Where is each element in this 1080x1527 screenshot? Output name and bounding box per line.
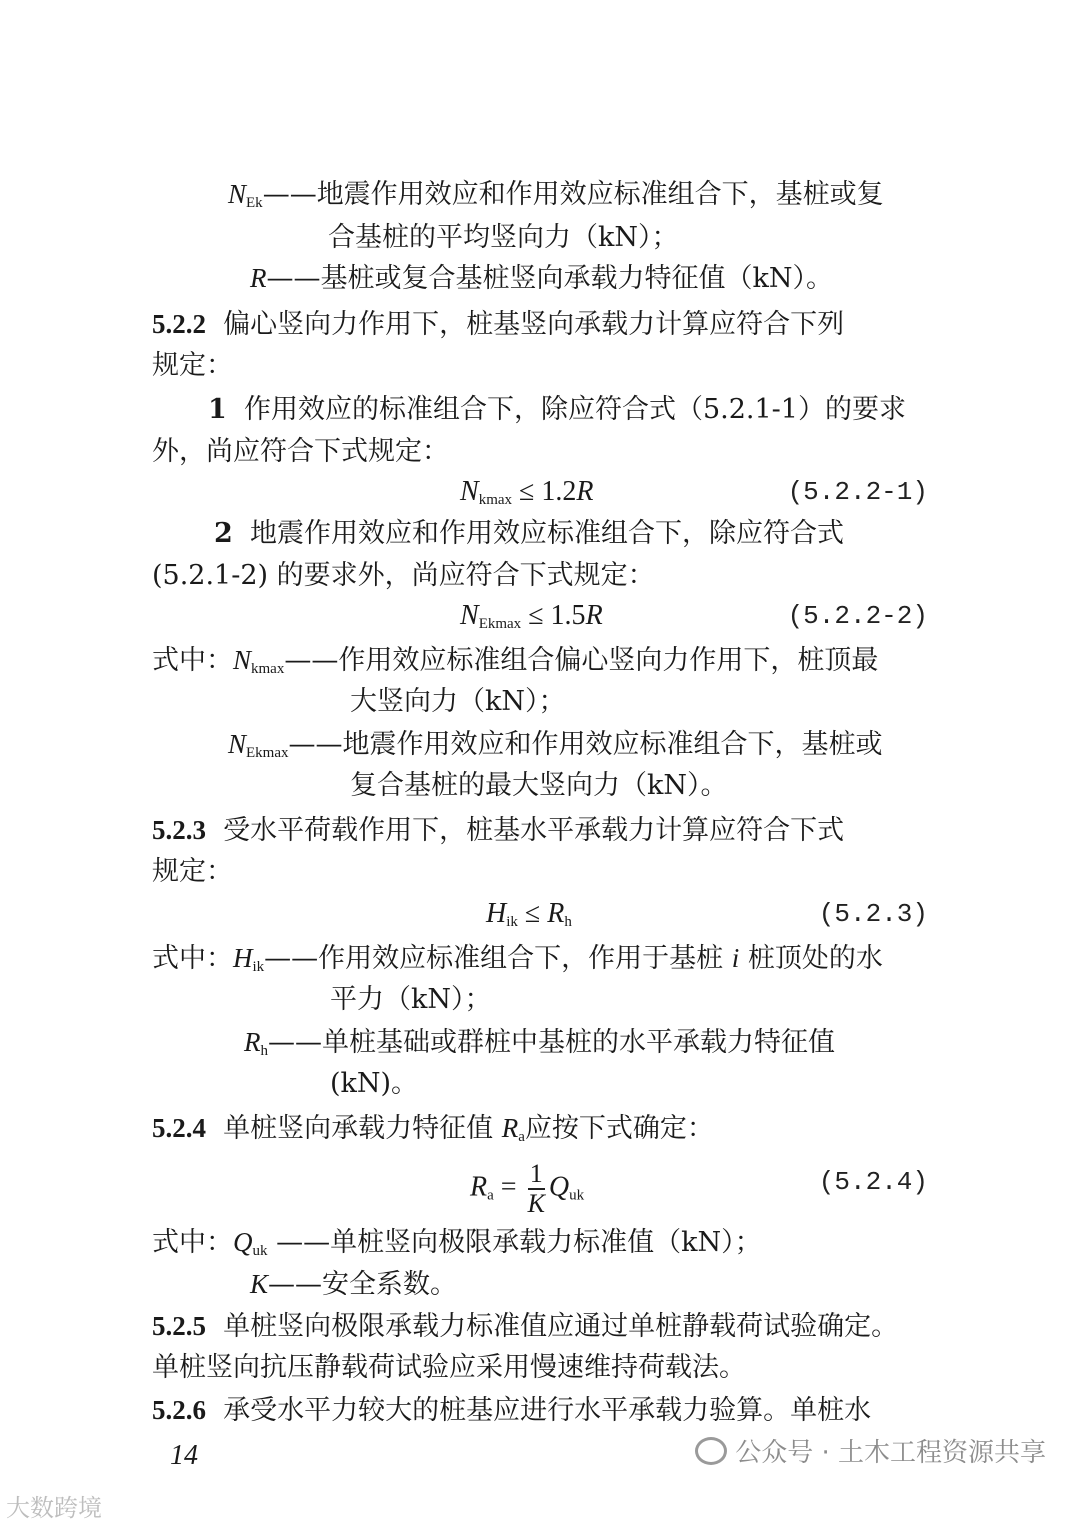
where-hik	[152, 938, 883, 987]
symbol-i: i	[731, 943, 740, 973]
fraction	[528, 1160, 545, 1218]
clause-number: 5.2.3	[152, 815, 206, 845]
symbol: Q	[233, 1227, 253, 1257]
equation-5-2-3	[486, 894, 572, 942]
clause-text: 承受水平力较大的桩基应进行水平承载力验算。单桩水	[223, 1395, 872, 1426]
equation-number: (5.2.3)	[818, 899, 928, 929]
clause-text: 单桩竖向承载力特征值	[223, 1113, 502, 1144]
eq-rhs: ≤ 1.2	[519, 476, 577, 507]
definition-r	[250, 258, 833, 299]
eq-subscript: Ekmax	[478, 616, 522, 632]
symbol: K	[250, 1269, 269, 1299]
eq-r: R	[585, 600, 603, 631]
eq-subscript: h	[564, 914, 572, 930]
where-nekmax-cont: 复合基桩的最大竖向力（kN）。	[350, 770, 728, 801]
clause-text-b: 应按下式确定：	[524, 1113, 714, 1144]
where-rh-cont: (kN)。	[330, 1068, 419, 1099]
symbol: R	[250, 263, 267, 293]
watermark-2: 大数跨境	[6, 1494, 102, 1522]
subscript: kmax	[251, 661, 285, 677]
subscript: uk	[252, 1243, 268, 1259]
item-1	[208, 390, 906, 430]
clause-5-2-6	[152, 1390, 871, 1431]
equation-5-2-2-1	[460, 472, 594, 520]
definition-text: ——作用效应标准组合下，作用于基桩	[264, 943, 732, 974]
item-2-cont: (5.2.1-2) 的要求外，尚应符合下式规定：	[152, 560, 655, 591]
clause-5-2-5-cont: 单桩竖向抗压静载荷试验应采用慢速维持荷载法。	[152, 1352, 746, 1383]
item-text: 作用效应的标准组合下，除应符合式（5.2.1-1）的要求	[243, 394, 906, 425]
clause-text: 偏心竖向力作用下，桩基竖向承载力计算应符合下列	[223, 309, 845, 340]
where-label: 式中：	[152, 1227, 233, 1258]
definition-text: ——基桩或复合基桩竖向承载力特征值（kN）。	[266, 263, 833, 294]
clause-text: 单桩竖向极限承载力标准值应通过单桩静载荷试验确定。	[223, 1311, 899, 1342]
item-number: 1	[208, 394, 227, 425]
eq-symbol: H	[486, 898, 507, 929]
eq-equals: =	[500, 1171, 517, 1203]
where-label: 式中：	[152, 645, 233, 676]
equation-5-2-2-2	[460, 596, 603, 644]
subscript: a	[518, 1129, 525, 1145]
clause-5-2-2-cont: 规定：	[152, 350, 233, 381]
definition-text: ——单桩竖向极限承载力标准值（kN）；	[267, 1227, 762, 1258]
numerator: 1	[528, 1160, 545, 1190]
subscript: ik	[252, 959, 265, 975]
eq-subscript: uk	[569, 1187, 585, 1204]
clause-5-2-4	[152, 1108, 714, 1157]
watermark	[695, 1432, 1046, 1469]
definition-nek	[228, 174, 884, 223]
eq-subscript: kmax	[478, 492, 513, 508]
equation-number: (5.2.2-1)	[787, 477, 928, 507]
symbol: N	[228, 729, 247, 759]
definition-text: ——安全系数。	[268, 1269, 458, 1300]
item-number: 2	[214, 518, 233, 549]
eq-r: R	[470, 1171, 488, 1203]
subscript: Ekmax	[246, 745, 289, 761]
equation-number: (5.2.2-2)	[787, 601, 928, 631]
item-2	[214, 514, 844, 554]
eq-operator: ≤	[524, 898, 541, 929]
definition-text: ——地震作用效应和作用效应标准组合下，基桩或	[288, 729, 883, 760]
clause-number: 5.2.4	[152, 1113, 206, 1143]
where-nkmax-cont: 大竖向力（kN）；	[350, 686, 566, 717]
eq-q: Q	[548, 1171, 570, 1203]
definition-nek-cont: 合基桩的平均竖向力（kN）；	[328, 222, 679, 253]
where-hik-cont: 平力（kN）；	[330, 984, 492, 1015]
symbol: R	[501, 1113, 519, 1143]
eq-symbol: N	[460, 476, 479, 507]
eq-rhs: ≤ 1.5	[528, 600, 586, 631]
definition-text-b: 桩顶处的水	[739, 943, 883, 974]
clause-5-2-3-cont: 规定：	[152, 856, 233, 887]
subscript: h	[260, 1043, 268, 1059]
clause-5-2-5	[152, 1306, 898, 1347]
eq-symbol: N	[460, 600, 479, 631]
clause-text: 受水平荷载作用下，桩基水平承载力计算应符合下式	[223, 815, 845, 846]
eq-r: R	[547, 898, 565, 929]
clause-number: 5.2.5	[152, 1311, 206, 1341]
definition-text: ——单桩基础或群桩中基桩的水平承载力特征值	[268, 1027, 835, 1058]
clause-number: 5.2.2	[152, 309, 206, 339]
symbol: R	[244, 1027, 261, 1057]
clause-number: 5.2.6	[152, 1395, 206, 1425]
wechat-icon	[695, 1437, 727, 1465]
item-1-cont: 外，尚应符合下式规定：	[152, 436, 449, 467]
definition-text: ——地震作用效应和作用效应标准组合下，基桩或复	[262, 179, 884, 210]
symbol: N	[233, 645, 252, 675]
definition-text: ——作用效应标准组合偏心竖向力作用下，桩顶最	[284, 645, 879, 676]
watermark-text: 公众号 · 土木工程资源共享	[735, 1438, 1046, 1468]
page-number: 14	[170, 1440, 198, 1471]
clause-5-2-3	[152, 810, 844, 851]
symbol: N	[228, 179, 247, 209]
where-k	[250, 1264, 457, 1305]
eq-r: R	[576, 476, 594, 507]
clause-5-2-2	[152, 304, 844, 345]
equation-number: (5.2.4)	[818, 1167, 928, 1197]
where-label: 式中：	[152, 943, 233, 974]
eq-subscript: ik	[506, 914, 518, 930]
equation-5-2-4	[470, 1160, 584, 1218]
symbol: H	[233, 943, 253, 973]
eq-subscript: a	[487, 1187, 494, 1204]
subscript: Ek	[246, 195, 263, 211]
denominator: K	[527, 1189, 545, 1218]
item-text: 地震作用效应和作用效应标准组合下，除应符合式	[249, 518, 844, 549]
